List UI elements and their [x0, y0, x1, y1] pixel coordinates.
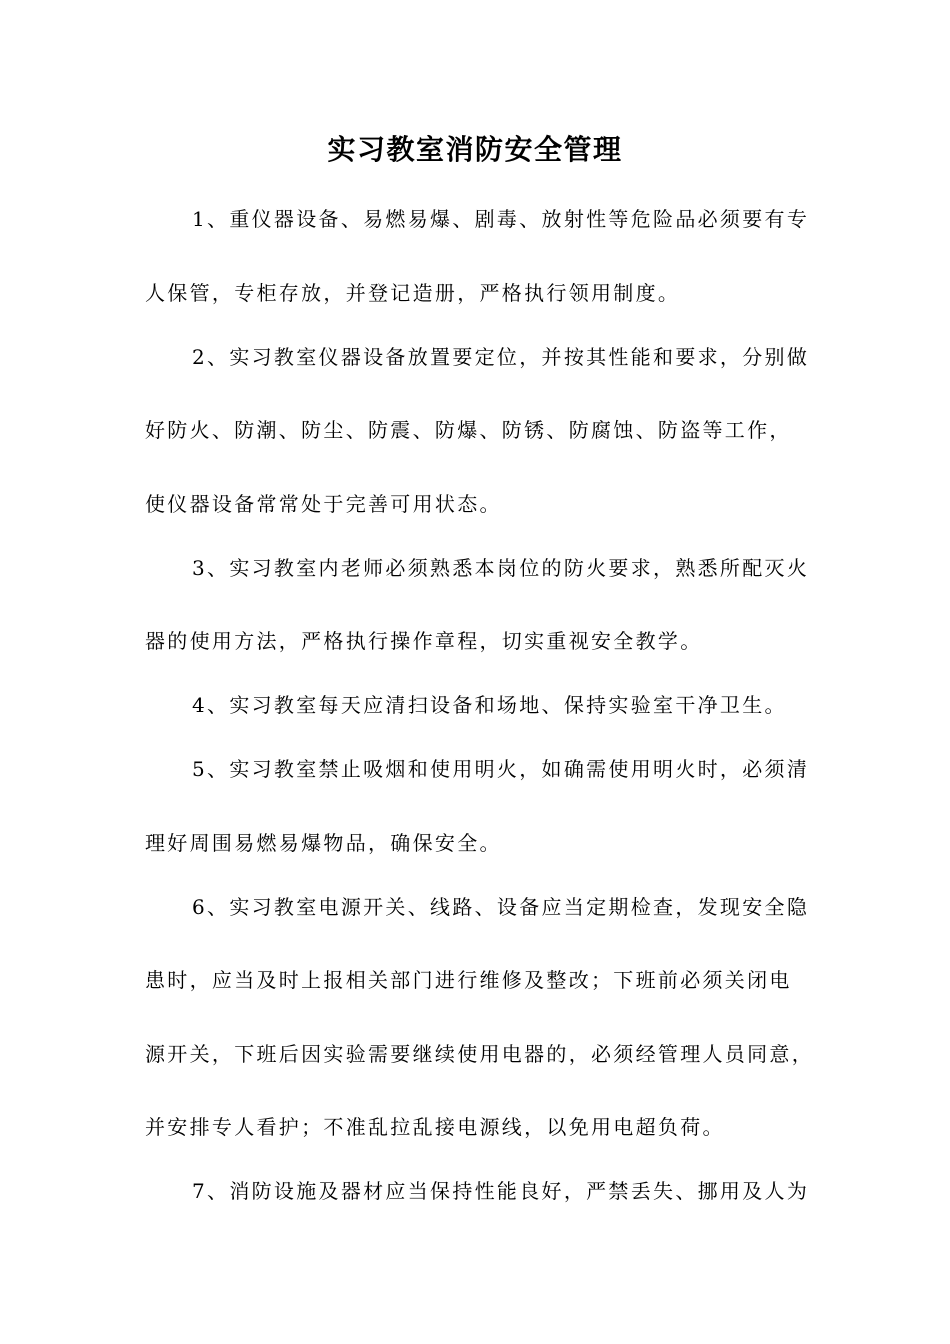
paragraph-line: 人保管，专柜存放，并登记造册，严格执行领用制度。: [145, 280, 681, 305]
paragraph-line: 并安排专人看护；不准乱拉乱接电源线，以免用电超负荷。: [145, 1115, 725, 1139]
paragraph-line: 2、实习教室仪器设备放置要定位，并按其性能和要求，分别做: [192, 344, 810, 369]
paragraph-line: 使仪器设备常常处于完善可用状态。: [145, 491, 502, 516]
paragraph-line: 理好周围易燃易爆物品，确保安全。: [145, 830, 502, 855]
paragraph-4: [145, 669, 845, 743]
paragraph-line: 3、实习教室内老师必须熟悉本岗位的防火要求，熟悉所配灭火: [192, 555, 810, 580]
paragraph-line: 器的使用方法，严格执行操作章程，切实重视安全教学。: [145, 629, 703, 653]
paragraph-3: [145, 532, 845, 679]
paragraph-line: 1、重仪器设备、易燃易爆、剧毒、放射性等危险品必须要有专: [192, 207, 810, 231]
paragraph-line: 源开关，下班后因实验需要继续使用电器的，必须经管理人员同意，: [145, 1041, 814, 1066]
paragraph-line: 4、实习教室每天应清扫设备和场地、保持实验室干净卫生。: [192, 693, 787, 717]
paragraph-line: 7、消防设施及器材应当保持性能良好，严禁丢失、挪用及人为: [192, 1179, 810, 1203]
paragraph-1: [145, 183, 845, 330]
paragraph-line: 6、实习教室电源开关、线路、设备应当定期检查，发现安全隐: [192, 894, 810, 919]
page-title: 实习教室消防安全管理: [327, 133, 623, 166]
paragraph-line: 患时，应当及时上报相关部门进行维修及整改；下班前必须关闭电: [145, 968, 792, 992]
paragraph-7: [145, 1155, 845, 1229]
paragraph-line: 5、实习教室禁止吸烟和使用明火，如确需使用明火时，必须清: [192, 757, 810, 781]
document-body: [145, 183, 845, 1229]
paragraph-2: [145, 321, 845, 542]
paragraph-5: [145, 733, 845, 880]
paragraph-line: 好防火、防潮、防尘、防震、防爆、防锈、防腐蚀、防盗等工作，: [145, 418, 792, 442]
paragraph-6: [145, 871, 845, 1165]
